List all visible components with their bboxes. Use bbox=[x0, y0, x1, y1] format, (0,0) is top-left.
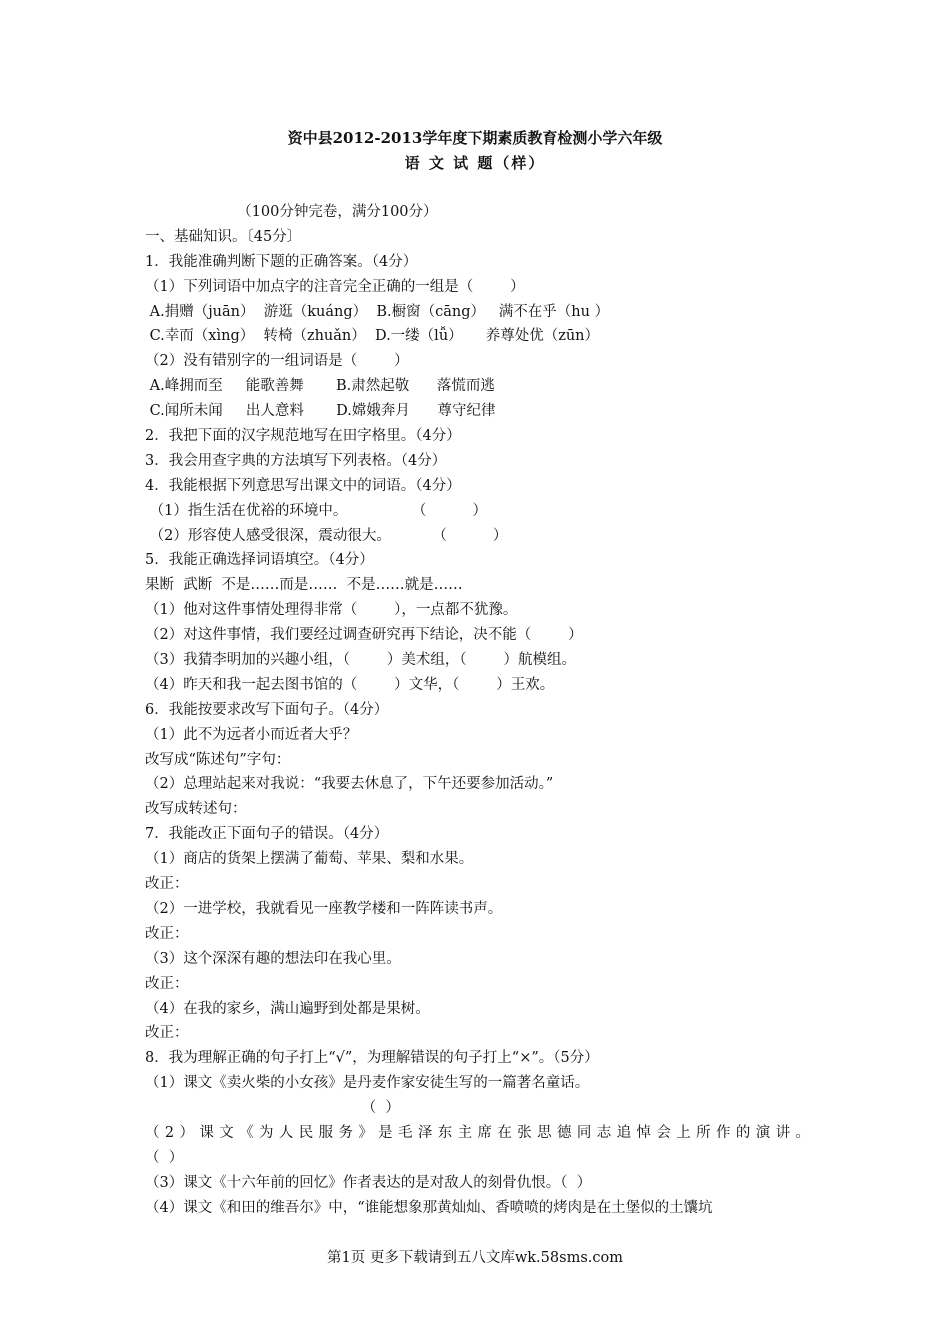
text-line: （ ） bbox=[145, 1149, 184, 1166]
exam-title: 资中县2012-2013学年度下期素质教育检测小学六年级 bbox=[287, 129, 663, 147]
text-line: 4．我能根据下列意思写出课文中的词语。（4分） bbox=[145, 477, 461, 494]
text-line: （1）指生活在优裕的环境中。 （ ） bbox=[145, 502, 487, 519]
text-line: （1）此不为远者小而近者大乎？ bbox=[145, 726, 358, 743]
text-line: 果断 武断 不是……而是…… 不是……就是…… bbox=[145, 577, 463, 594]
text-line: 改正： bbox=[145, 975, 189, 992]
text-line: （1）他对这件事情处理得非常（ ），一点都不犹豫。 bbox=[145, 602, 518, 619]
text-line: 3．我会用查字典的方法填写下列表格。（4分） bbox=[145, 452, 447, 469]
text-line: 一、基础知识。〔45分〕 bbox=[145, 228, 302, 245]
text-line: 6．我能按要求改写下面句子。（4分） bbox=[145, 701, 389, 718]
text-line: （3）这个深深有趣的想法印在我心里。 bbox=[145, 950, 401, 967]
text-line: （1）商店的货架上摆满了葡萄、苹果、梨和水果。 bbox=[145, 851, 474, 868]
text-line: （2）对这件事情，我们要经过调查研究再下结论，决不能（ ） bbox=[145, 627, 583, 644]
exam-body bbox=[145, 200, 810, 1221]
text-line: （3）课文《十六年前的回忆》作者表达的是对敌人的刻骨仇恨。（ ） bbox=[145, 1174, 592, 1191]
text-line: 改写成“陈述句”字句： bbox=[145, 751, 291, 768]
text-line: （2）课文《为人民服务》是毛泽东主席在张思德同志追悼会上所作的演讲。 bbox=[145, 1124, 810, 1141]
text-line: A.峰拥而至 能歌善舞 B.肃然起敬 落慌而逃 bbox=[145, 378, 495, 395]
exam-subtitle: 语 文 试 题（样） bbox=[404, 154, 546, 172]
text-line: 5．我能正确选择词语填空。（4分） bbox=[145, 552, 374, 569]
text-line: （100分钟完卷，满分100分） bbox=[145, 204, 438, 220]
text-line: （2）形容使人感受很深，震动很大。 （ ） bbox=[145, 527, 508, 544]
text-line: （4）昨天和我一起去图书馆的（ ）文华，（ ）王欢。 bbox=[145, 676, 555, 693]
text-line: 2．我把下面的汉字规范地写在田字格里。（4分） bbox=[145, 428, 461, 445]
text-line: 8．我为理解正确的句子打上“√”，为理解错误的句子打上“×”。（5分） bbox=[145, 1050, 599, 1067]
text-line: 改正： bbox=[145, 925, 189, 942]
text-line: （1）下列词语中加点字的注音完全正确的一组是（ ） bbox=[145, 278, 525, 295]
text-line: （2）一进学校，我就看见一座教学楼和一阵阵读书声。 bbox=[145, 900, 503, 917]
text-line: C.闻所未闻 出人意料 D.嫦娥奔月 尊守纪律 bbox=[145, 403, 496, 420]
text-line: 1．我能准确判断下题的正确答案。（4分） bbox=[145, 253, 418, 270]
text-line: 7．我能改正下面句子的错误。（4分） bbox=[145, 826, 389, 843]
text-line: （4）课文《和田的维吾尔》中，“谁能想象那黄灿灿、香喷喷的烤肉是在土堡似的土馕坑 bbox=[145, 1199, 713, 1216]
text-line: 改写成转述句： bbox=[145, 801, 247, 818]
text-line: C.幸而（xìng） 转椅（zhuǎn） D.一缕（lǚ） 养尊处优（zūn） bbox=[145, 328, 600, 345]
text-line: （2）总理站起来对我说：“我要去休息了，下午还要参加活动。” bbox=[145, 776, 554, 793]
text-line: （1）课文《卖火柴的小女孩》是丹麦作家安徒生写的一篇著名童话。 bbox=[145, 1075, 590, 1092]
text-line: 改正： bbox=[145, 876, 189, 893]
text-line: （2）没有错别字的一组词语是（ ） bbox=[145, 353, 409, 370]
text-line: （4）在我的家乡，满山遍野到处都是果树。 bbox=[145, 1000, 430, 1017]
page-footer: 第1页 更多下载请到五八文库wk.58sms.com bbox=[327, 1250, 623, 1266]
text-line: A.捐赠（juān） 游逛（kuáng） B.橱窗（cāng） 满不在乎（hu ） bbox=[145, 303, 610, 320]
text-line: （ ） bbox=[145, 1100, 400, 1117]
text-line: （3）我猜李明加的兴趣小组，（ ）美术组，（ ）航模组。 bbox=[145, 652, 576, 669]
text-line: 改正： bbox=[145, 1025, 189, 1042]
